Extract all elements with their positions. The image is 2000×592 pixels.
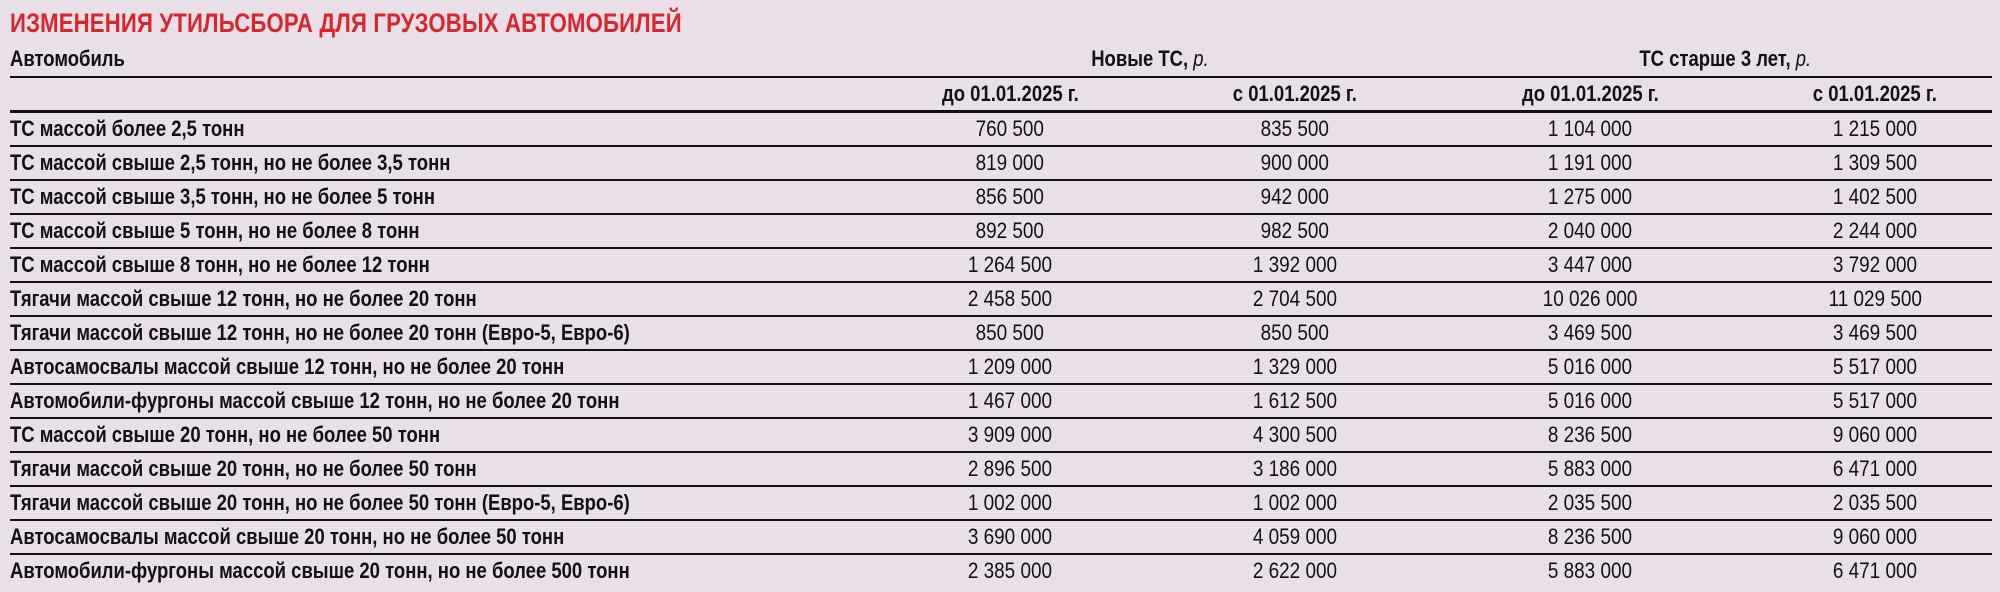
column-header-new-after: с 01.01.2025 г.	[1232, 81, 1358, 106]
new-before-cell: 3 690 000	[967, 524, 1053, 549]
old-after-cell: 11 029 500	[1828, 286, 1922, 311]
new-before-cell: 3 909 000	[967, 422, 1053, 447]
table-row	[10, 486, 1992, 520]
old-after-cell: 9 060 000	[1832, 524, 1918, 549]
table-row	[10, 112, 1992, 146]
vehicle-type-cell: Тягачи массой свыше 12 тонн, но не более 20 тонн (Евро-5, Евро-6)	[10, 320, 630, 345]
new-before-cell: 1 467 000	[967, 388, 1053, 413]
vehicle-type-cell: Автомобили-фургоны массой свыше 20 тонн, но не более 500 тонн	[10, 558, 630, 583]
vehicle-type-cell: Тягачи массой свыше 20 тонн, но не более 50 тонн	[10, 456, 477, 481]
unit-label: р.	[1795, 46, 1811, 71]
vehicle-type-cell: Тягачи массой свыше 20 тонн, но не более 50 тонн (Евро-5, Евро-6)	[10, 490, 630, 515]
new-before-cell: 856 500	[975, 184, 1045, 209]
column-group-new-vehicles: Новые ТС, р.	[1091, 46, 1209, 71]
new-after-cell: 1 002 000	[1252, 490, 1338, 515]
new-after-cell: 4 300 500	[1252, 422, 1338, 447]
old-after-cell: 2 035 500	[1832, 490, 1918, 515]
new-after-cell: 835 500	[1260, 116, 1330, 141]
old-after-cell: 6 471 000	[1832, 456, 1918, 481]
table-row	[10, 146, 1992, 180]
new-after-cell: 1 329 000	[1252, 354, 1338, 379]
header-row-dates	[10, 77, 1992, 111]
new-before-cell: 2 896 500	[967, 456, 1053, 481]
old-before-cell: 10 026 000	[1542, 286, 1638, 311]
table-row	[10, 316, 1992, 350]
table-row	[10, 214, 1992, 248]
old-before-cell: 5 883 000	[1547, 558, 1633, 583]
old-before-cell: 3 447 000	[1547, 252, 1633, 277]
old-before-cell: 5 883 000	[1547, 456, 1633, 481]
old-before-cell: 1 104 000	[1547, 116, 1633, 141]
old-before-cell: 2 040 000	[1547, 218, 1633, 243]
new-after-cell: 2 704 500	[1252, 286, 1338, 311]
new-before-cell: 1 264 500	[967, 252, 1053, 277]
old-before-cell: 3 469 500	[1547, 320, 1633, 345]
table-row	[10, 418, 1992, 452]
old-after-cell: 3 469 500	[1832, 320, 1918, 345]
old-after-cell: 1 402 500	[1832, 184, 1918, 209]
vehicle-type-cell: ТС массой свыше 8 тонн, но не более 12 тонн	[10, 252, 430, 277]
table-row	[10, 554, 1992, 588]
vehicle-type-cell: Автосамосвалы массой свыше 20 тонн, но не более 50 тонн	[10, 524, 565, 549]
old-before-cell: 8 236 500	[1547, 524, 1633, 549]
vehicle-type-cell: ТС массой более 2,5 тонн	[10, 116, 245, 141]
vehicle-type-cell: ТС массой свыше 5 тонн, но не более 8 тонн	[10, 218, 420, 243]
column-header-old-after: с 01.01.2025 г.	[1812, 81, 1938, 106]
new-before-cell: 2 458 500	[967, 286, 1053, 311]
column-header-new-before: до 01.01.2025 г.	[941, 81, 1079, 106]
column-group-old-vehicles: ТС старше 3 лет, р.	[1639, 46, 1811, 71]
old-after-cell: 1 309 500	[1832, 150, 1918, 175]
new-after-cell: 4 059 000	[1252, 524, 1338, 549]
old-before-cell: 1 275 000	[1547, 184, 1633, 209]
new-after-cell: 942 000	[1260, 184, 1330, 209]
old-after-cell: 5 517 000	[1832, 388, 1918, 413]
new-after-cell: 1 392 000	[1252, 252, 1338, 277]
old-before-cell: 8 236 500	[1547, 422, 1633, 447]
new-after-cell: 2 622 000	[1252, 558, 1338, 583]
old-before-cell: 5 016 000	[1547, 388, 1633, 413]
table-row	[10, 384, 1992, 418]
new-after-cell: 850 500	[1260, 320, 1330, 345]
old-before-cell: 2 035 500	[1547, 490, 1633, 515]
table-row	[10, 520, 1992, 554]
new-before-cell: 819 000	[975, 150, 1045, 175]
old-after-cell: 6 471 000	[1832, 558, 1918, 583]
vehicle-type-cell: ТС массой свыше 20 тонн, но не более 50 тонн	[10, 422, 441, 447]
vehicle-type-cell: Тягачи массой свыше 12 тонн, но не более 20 тонн	[10, 286, 477, 311]
vehicle-type-cell: ТС массой свыше 2,5 тонн, но не более 3,5 тонн	[10, 150, 451, 175]
vehicle-type-cell: Автосамосвалы массой свыше 12 тонн, но не более 20 тонн	[10, 354, 565, 379]
new-after-cell: 900 000	[1260, 150, 1330, 175]
old-after-cell: 5 517 000	[1832, 354, 1918, 379]
new-before-cell: 760 500	[975, 116, 1045, 141]
new-before-cell: 892 500	[975, 218, 1045, 243]
vehicle-type-cell: ТС массой свыше 3,5 тонн, но не более 5 тонн	[10, 184, 435, 209]
column-header-vehicle: Автомобиль	[10, 46, 125, 71]
column-header-old-before: до 01.01.2025 г.	[1521, 81, 1659, 106]
vehicle-type-cell: Автомобили-фургоны массой свыше 12 тонн, но не более 20 тонн	[10, 388, 620, 413]
new-before-cell: 2 385 000	[967, 558, 1053, 583]
table-row	[10, 180, 1992, 214]
new-after-cell: 1 612 500	[1252, 388, 1338, 413]
new-before-cell: 1 002 000	[967, 490, 1053, 515]
table-title: ИЗМЕНЕНИЯ УТИЛЬСБОРА ДЛЯ ГРУЗОВЫХ АВТОМОБИЛЕЙ	[10, 8, 682, 38]
old-before-cell: 1 191 000	[1547, 150, 1633, 175]
table-row	[10, 282, 1992, 316]
new-after-cell: 982 500	[1260, 218, 1330, 243]
header-row-groups	[10, 42, 1992, 76]
new-before-cell: 850 500	[975, 320, 1045, 345]
table-row	[10, 350, 1992, 384]
unit-label: р.	[1193, 46, 1209, 71]
old-after-cell: 3 792 000	[1832, 252, 1918, 277]
new-after-cell: 3 186 000	[1252, 456, 1338, 481]
table-row	[10, 452, 1992, 486]
table-row	[10, 248, 1992, 282]
old-before-cell: 5 016 000	[1547, 354, 1633, 379]
old-after-cell: 1 215 000	[1832, 116, 1918, 141]
new-before-cell: 1 209 000	[967, 354, 1053, 379]
old-after-cell: 9 060 000	[1832, 422, 1918, 447]
old-after-cell: 2 244 000	[1832, 218, 1918, 243]
